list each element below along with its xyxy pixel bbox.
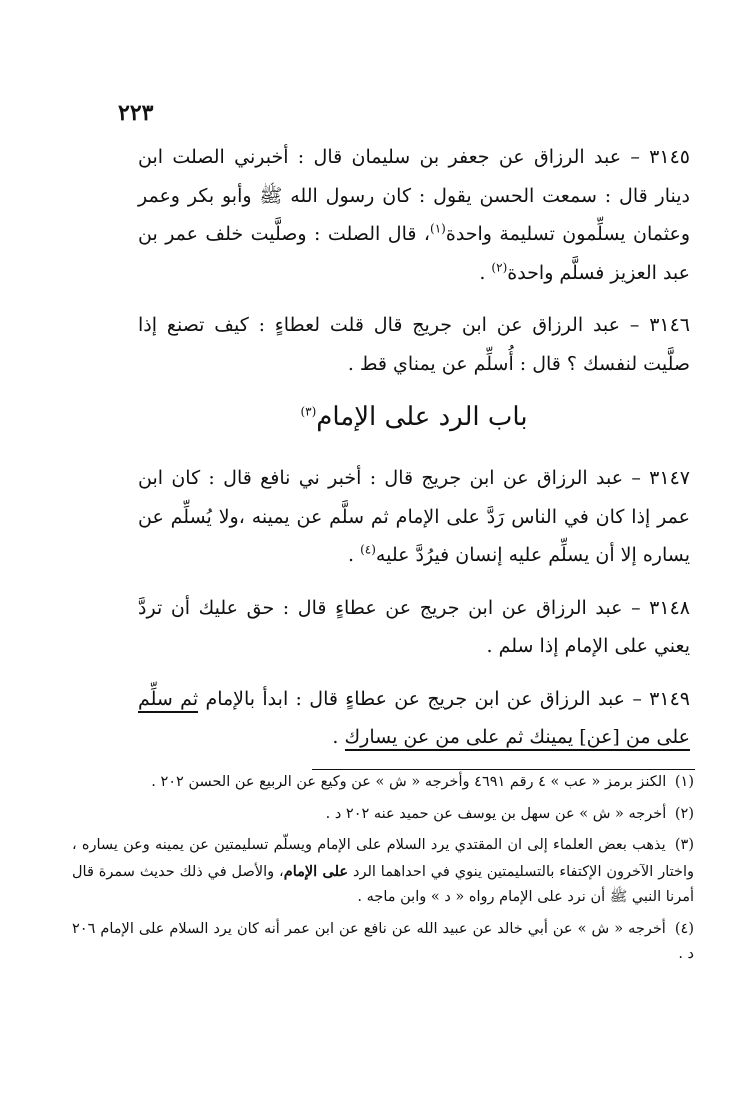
footnote-ref: (٤) (360, 542, 376, 557)
hadith-paragraph (138, 680, 690, 757)
hadith-text: – عبد الرزاق عن ابن جريج عن عطاءٍ قال : حق عليك أن تردَّ يعني على الإمام إذا سلم . (138, 596, 690, 657)
footnote-ref: (٣) (300, 404, 317, 419)
hadith-number: ٣١٤٧ (649, 467, 690, 489)
hadith-paragraph (138, 459, 690, 575)
footnote-number: (٢) (674, 805, 694, 822)
chapter-heading (138, 397, 690, 437)
hadith-text: . (479, 261, 492, 284)
chapter-title: باب الرد على الإمام (316, 402, 528, 432)
footnote-text: يذهب بعض العلماء إلى ان المقتدي يرد السلام على الإمام ويسلّم تسليمتين عن يمينه وعن يساره ، واختار الآخرون الإكتفاء بالتسليمتين ينوي في احداهما الرد (72, 837, 694, 880)
hadith-number: ٣١٤٨ (649, 596, 690, 619)
footnote (72, 770, 694, 796)
footnotes (72, 770, 694, 974)
page-number: ٢٢٣ (118, 100, 154, 126)
footnote (72, 802, 694, 828)
footnote (72, 917, 694, 968)
hadith-text: ، قال الصلت : وصلَّيت خلف عمر بن عبد العزيز فسلَّم واحدة (138, 223, 690, 284)
underlined-text: ثم سلِّم على من [عن] يمينك ثم على من عن يسارك (138, 688, 690, 752)
main-text (138, 138, 690, 771)
footnote-ref: (٢) (491, 260, 508, 275)
footnote-number: (٣) (674, 837, 694, 853)
footnote-text: ، والأصل في ذلك حديث سمرة قال أمرنا النبي ﷺ أن نرد على الإمام رواه « د » وابن ماجه . (72, 863, 694, 905)
hadith-text: – عبد الرزاق عن جعفر بن سليمان قال : أخبرني الصلت ابن دينار قال : سمعت الحسن يقول : كان رسول الله ﷺ وأبو بكر وعمر وعثمان يسلِّمون تسليمة واحدة (138, 146, 690, 245)
hadith-number: ٣١٤٥ (649, 146, 690, 168)
footnote-text: الكنز برمز « عب » ٤ رقم ٤٦٩١ وأخرجه « ش » عن وكيع عن الربيع عن الحسن ٢٠٢ . (151, 774, 667, 790)
hadith-text: . (348, 544, 361, 566)
footnote-text: أخرجه « ش » عن سهل بن يوسف عن حميد عنه ٢٠٢ د . (325, 805, 667, 822)
footnote-text: أخرجه « ش » عن أبي خالد عن عبيد الله عن نافع عن ابن عمر أنه كان يرد السلام على الإمام ٢٠٦ د . (72, 920, 694, 962)
hadith-text: . (332, 726, 345, 748)
hadith-paragraph (138, 306, 690, 383)
footnote-bold-text: على الإمام (283, 862, 349, 880)
footnote-number: (١) (674, 774, 694, 790)
hadith-number: ٣١٤٦ (649, 314, 691, 336)
footnote (72, 833, 694, 911)
hadith-text: – عبد الرزاق عن ابن جريج قال : أخبر ني نافع قال : كان ابن عمر إذا كان في الناس رَدَّ على الإمام ثم سلَّم عن يمينه ،ولا يُسلِّم عن يساره إلا أن يسلِّم عليه إنسان فيرُدَّ عليه (138, 467, 690, 566)
hadith-number: ٣١٤٩ (649, 687, 690, 710)
hadith-text: – عبد الرزاق عن ابن جريج عن عطاءٍ قال : ابدأ بالإمام (205, 687, 642, 710)
hadith-text: – عبد الرزاق عن ابن جريج قال قلت لعطاءٍ : كيف تصنع إذا صلَّيت لنفسك ؟ قال : أُسلِّم عن يمناي قط . (138, 314, 690, 375)
hadith-paragraph (138, 138, 690, 292)
footnote-number: (٤) (674, 920, 695, 937)
hadith-paragraph (138, 589, 690, 666)
footnote-ref: (١) (430, 221, 446, 236)
